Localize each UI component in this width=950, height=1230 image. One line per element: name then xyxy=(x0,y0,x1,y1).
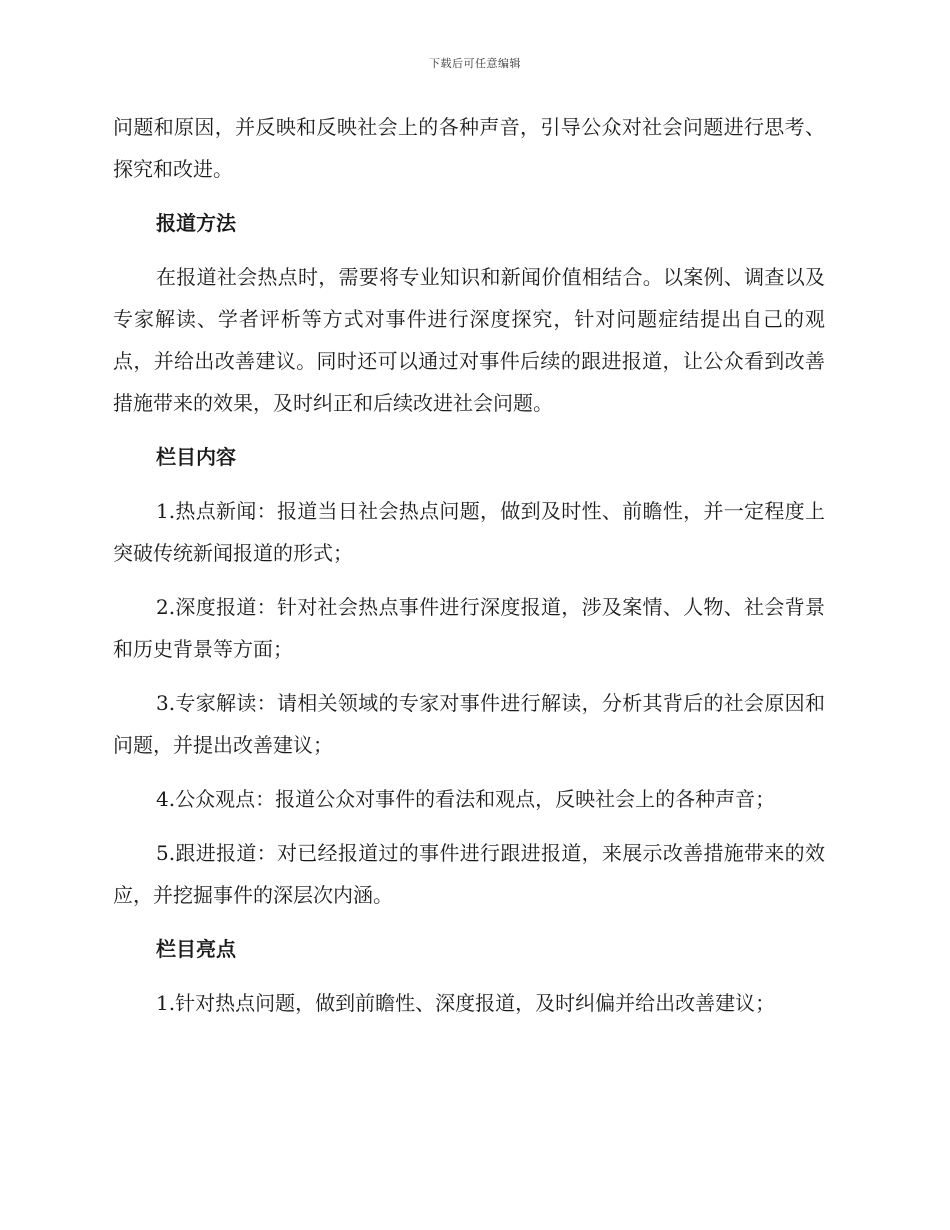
list-item-hot-news: 1.热点新闻：报道当日社会热点问题，做到及时性、前瞻性，并一定程度上突破传统新闻报道的形式； xyxy=(113,499,825,565)
list-item-follow-up-report: 5.跟进报道：对已经报道过的事件进行跟进报道，来展示改善措施带来的效应，并挖掘事件的深层次内涵。 xyxy=(113,841,825,907)
header-note: 下载后可任意编辑 xyxy=(429,57,521,70)
list-item-expert-analysis: 3.专家解读：请相关领域的专家对事件进行解读，分析其背后的社会原因和问题，并提出改善建议； xyxy=(113,691,825,757)
paragraph-intro-continuation: 问题和原因，并反映和反映社会上的各种声音，引导公众对社会问题进行思考、探究和改进。 xyxy=(113,115,825,181)
section-heading-reporting-method: 报道方法 xyxy=(156,211,236,235)
list-item-public-opinion: 4.公众观点：报道公众对事件的看法和观点，反映社会上的各种声音； xyxy=(156,787,776,811)
list-item-highlight-1: 1.针对热点问题，做到前瞻性、深度报道，及时纠偏并给出改善建议； xyxy=(156,991,776,1015)
document-body xyxy=(113,106,825,1036)
paragraph-reporting-method: 在报道社会热点时，需要将专业知识和新闻价值相结合。以案例、调查以及专家解读、学者评析等方式对事件进行深度探究，针对问题症结提出自己的观点，并给出改善建议。同时还可以通过对事件后续的跟进报道，让公众看到改善措施带来的效果，及时纠正和后续改进社会问题。 xyxy=(113,265,825,415)
section-heading-column-highlights: 栏目亮点 xyxy=(156,937,236,961)
list-item-in-depth-report: 2.深度报道：针对社会热点事件进行深度报道，涉及案情、人物、社会背景和历史背景等方面； xyxy=(113,595,825,661)
section-heading-column-content: 栏目内容 xyxy=(156,445,236,469)
